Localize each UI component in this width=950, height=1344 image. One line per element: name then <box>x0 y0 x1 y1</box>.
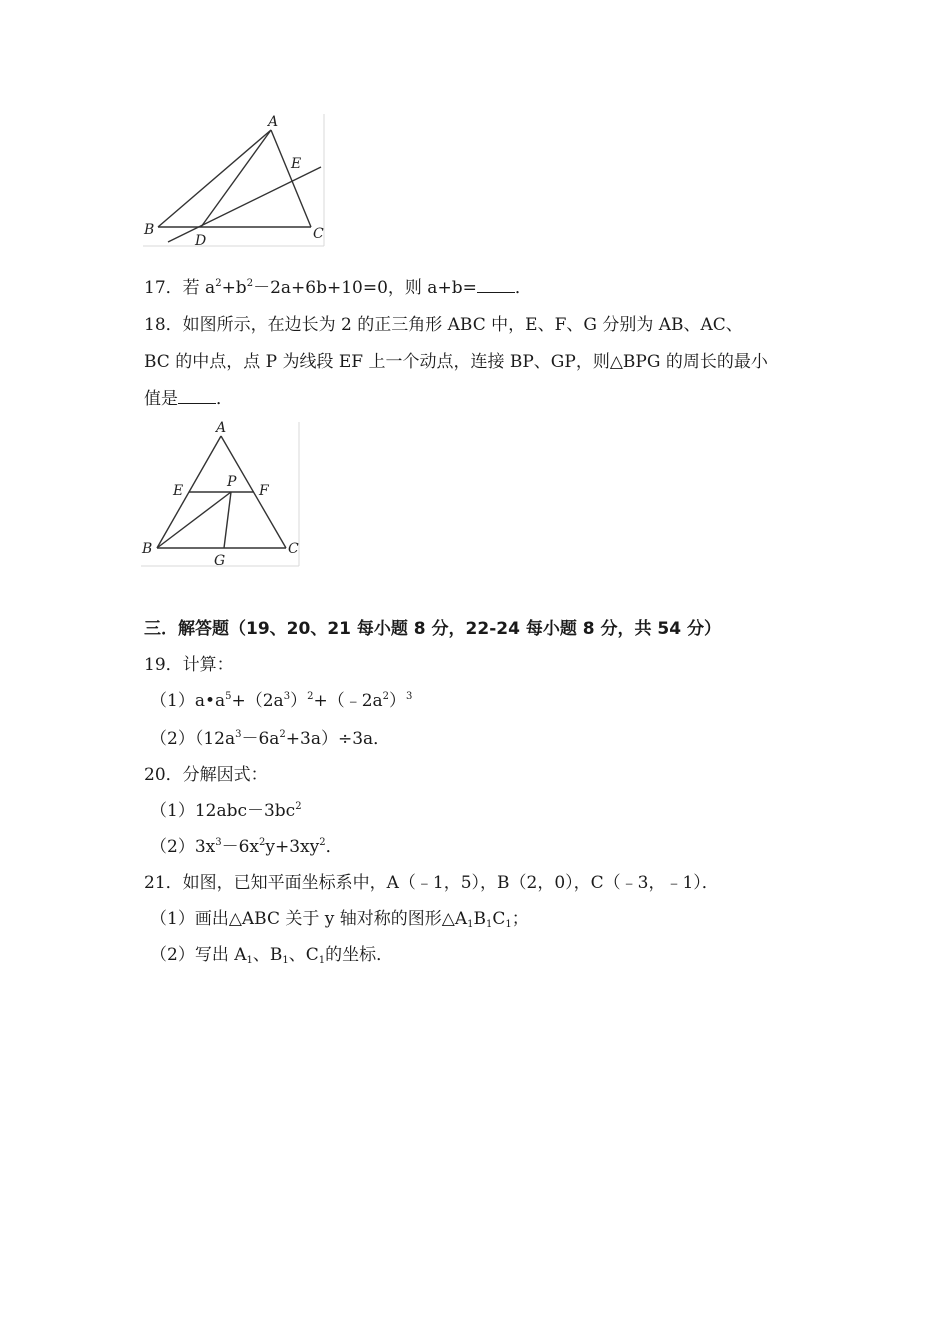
q17-exp-b: 2 <box>246 278 254 289</box>
q21-p2-c: 、C <box>288 945 319 965</box>
label-f: F <box>259 483 269 499</box>
q21-p2-d: 的坐标． <box>325 945 394 965</box>
q18-end: ． <box>216 389 233 409</box>
question-19-part-2 <box>150 727 390 751</box>
label-a: A <box>268 114 279 130</box>
label-g: G <box>214 553 226 568</box>
q17-a: a <box>205 278 216 298</box>
question-20-title: 20．分解因式： <box>144 765 268 785</box>
q17-answer-blank[interactable] <box>477 278 515 293</box>
q20-p2-c: y+3xy <box>265 837 320 857</box>
segment-bp <box>157 492 231 548</box>
q21-p1-c: C <box>492 909 506 929</box>
q19-p1-f: ） <box>389 691 407 711</box>
q21-p2-s3: 1 <box>318 955 326 966</box>
q21-p2-s1: 1 <box>246 955 253 966</box>
q19-p1-e1: 5 <box>225 691 232 702</box>
q19-p2-a: （2）（12a <box>150 729 236 749</box>
q19-p1-e2: 3 <box>283 691 291 702</box>
q21-p1-d: ； <box>511 909 529 929</box>
q21-p1-a: （1）画出△ABC 关于 y 轴对称的图形△A <box>150 909 468 929</box>
q21-p1-b: B <box>473 909 487 929</box>
q19-p1-e5: 3 <box>406 691 413 702</box>
question-18-line-2: BC 的中点，点 P 为线段 EF 上一个动点，连接 BP、GP，则△BPG 的周长的最小 <box>144 352 768 372</box>
q19-p2-c: +3a）÷3a． <box>285 729 391 749</box>
q20-p2-e1: 3 <box>215 837 222 848</box>
label-e: E <box>291 156 302 172</box>
q21-p1-s2: 1 <box>486 919 493 930</box>
q21-p2-a: （2）写出 A <box>150 945 247 965</box>
line-de-extended <box>168 167 321 242</box>
question-20-part-2 <box>150 835 343 859</box>
q19-p1-d: +（﹣2a <box>313 691 383 711</box>
question-18-line-1: 18．如图所示，在边长为 2 的正三角形 ABC 中，E、F、G 分别为 AB、AC、 <box>144 315 743 335</box>
q20-p2-e3: 2 <box>319 837 326 848</box>
q19-p2-b: －6a <box>241 729 280 749</box>
section-3-heading: 三．解答题（19、20、21 每小题 8 分，22-24 每小题 8 分，共 54 分） <box>144 619 722 639</box>
q19-p1-e3: 2 <box>307 691 314 702</box>
q19-p1-c: ） <box>290 691 308 711</box>
q20-p1-a: （1）12abc－3bc <box>150 801 296 821</box>
question-21-title: 21．如图，已知平面坐标系中，A（﹣1，5），B（2，0），C（﹣3，﹣1）． <box>144 873 719 893</box>
label-p: P <box>227 474 237 490</box>
label-c: C <box>313 226 324 242</box>
segment-gp <box>224 492 231 548</box>
label-b: B <box>142 541 153 557</box>
q20-p2-a: （2）3x <box>150 837 216 857</box>
q17-exp-a: 2 <box>215 278 222 289</box>
q21-p2-s2: 1 <box>282 955 289 966</box>
segment-ab <box>158 130 271 227</box>
segment-ac <box>271 130 311 227</box>
q17-num: 17．若 <box>144 278 206 298</box>
question-19-title: 19．计算： <box>144 655 234 675</box>
segment-ad <box>201 130 271 227</box>
question-17 <box>144 276 532 300</box>
q19-p2-e1: 3 <box>235 729 242 740</box>
label-e: E <box>173 483 184 499</box>
question-21-part-1 <box>150 907 529 931</box>
label-a: A <box>216 420 227 436</box>
label-c: C <box>288 541 299 557</box>
label-d: D <box>195 233 207 248</box>
question-19-part-1 <box>150 689 412 713</box>
q17-plus-b: +b <box>221 278 247 298</box>
q20-p2-b: －6x <box>221 837 260 857</box>
q21-p2-b: 、B <box>252 945 283 965</box>
figure-equilateral-triangle-bpg <box>141 420 303 568</box>
q18-pre: 值是 <box>144 389 178 409</box>
q19-p1-b: +（2a <box>231 691 284 711</box>
q19-p2-e2: 2 <box>279 729 286 740</box>
question-18-line-3 <box>144 387 233 411</box>
q21-p1-s3: 1 <box>505 919 512 930</box>
q21-p1-s1: 1 <box>467 919 474 930</box>
q20-p2-e2: 2 <box>259 837 266 848</box>
q20-p2-d: ． <box>325 837 343 857</box>
q19-p1-a: （1）a•a <box>150 691 226 711</box>
q20-p1-e1: 2 <box>295 801 302 812</box>
q18-answer-blank[interactable] <box>178 389 216 404</box>
question-21-part-2 <box>150 943 393 967</box>
q19-p1-e4: 2 <box>382 691 390 702</box>
question-20-part-1 <box>150 799 302 823</box>
figure-triangle-abc-de <box>143 112 325 248</box>
label-b: B <box>144 222 155 238</box>
q17-rest: －2a+6b+10=0，则 a+b= <box>253 278 477 298</box>
q17-end: ． <box>514 278 532 298</box>
